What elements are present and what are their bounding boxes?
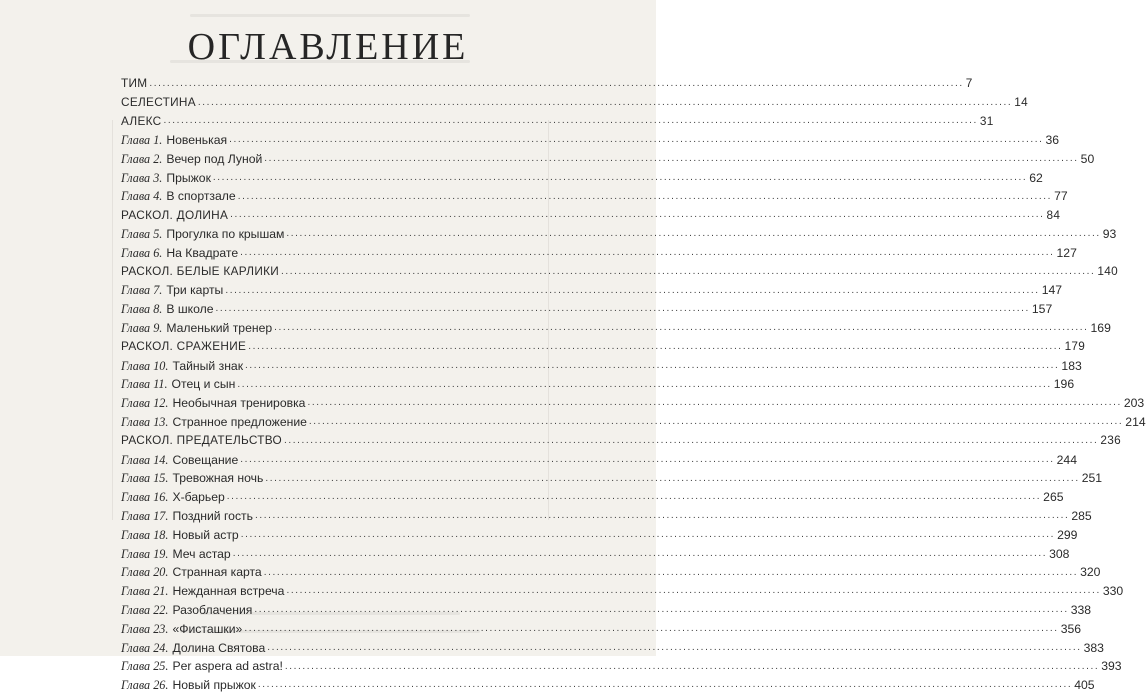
dot-leader <box>227 492 1041 502</box>
dot-leader <box>233 549 1047 559</box>
toc-chapter-row <box>121 635 1104 655</box>
dot-leader <box>264 568 1078 578</box>
page-number: 285 <box>1071 508 1092 523</box>
chapter-number: Глава 20. <box>121 565 169 580</box>
dot-leader <box>284 436 1098 446</box>
entry-title: Нежданная встреча <box>172 584 285 599</box>
chapter-number: Глава 13. <box>121 414 169 429</box>
toc-chapter-row <box>121 315 1111 335</box>
chapter-number: Глава 22. <box>121 602 169 617</box>
entry-title: Тайный знак <box>172 358 244 373</box>
entry-title: Новенькая <box>166 132 228 147</box>
entry-title: РАСКОЛ. БЕЛЫЕ КАРЛИКИ <box>121 263 280 278</box>
chapter-number: Глава 4. <box>121 189 163 204</box>
entry-title: «Фисташки» <box>172 621 243 636</box>
show-through-line <box>190 14 470 17</box>
page-number: 50 <box>1080 151 1095 166</box>
chapter-number: Глава 19. <box>121 546 169 561</box>
page-number: 383 <box>1083 640 1104 655</box>
toc-chapter-row <box>121 447 1077 467</box>
toc-chapter-row <box>121 597 1092 617</box>
chapter-number: Глава 21. <box>121 584 169 599</box>
entry-title: Долина Святова <box>172 640 266 655</box>
toc-chapter-row <box>121 127 1060 147</box>
entry-title: Новый прыжок <box>172 678 256 692</box>
chapter-number: Глава 23. <box>121 621 169 636</box>
entry-title: Новый астр <box>172 527 239 542</box>
page-number: 14 <box>1014 94 1029 109</box>
toc-chapter-row <box>121 297 1053 317</box>
toc-chapter-row <box>121 579 1124 599</box>
entry-title: Меч астар <box>172 546 231 561</box>
dot-leader <box>267 643 1081 653</box>
page-number: 299 <box>1057 527 1078 542</box>
toc-chapter-row <box>121 184 1068 204</box>
page-number: 356 <box>1060 621 1082 636</box>
chapter-number: Глава 25. <box>121 659 169 674</box>
page-number: 251 <box>1081 471 1103 486</box>
dot-leader <box>240 248 1054 258</box>
page-number: 77 <box>1054 189 1068 204</box>
dot-leader <box>244 624 1058 634</box>
page-number: 183 <box>1061 358 1082 373</box>
dot-leader <box>240 455 1054 465</box>
toc-part-row <box>121 203 1061 222</box>
page-number: 196 <box>1053 377 1075 392</box>
entry-title: Вечер под Луной <box>166 151 263 166</box>
toc-part-row <box>121 259 1119 278</box>
entry-title: Разоблачения <box>172 602 253 617</box>
page-number: 265 <box>1043 490 1064 505</box>
table-of-contents <box>121 71 1146 692</box>
toc-chapter-row <box>121 560 1101 580</box>
page-number: 7 <box>965 76 973 90</box>
toc-chapter-row <box>121 485 1064 505</box>
entry-title: РАСКОЛ. ДОЛИНА <box>121 207 229 222</box>
toc-chapter-row <box>121 240 1077 260</box>
toc-chapter-row <box>121 654 1122 674</box>
dot-leader <box>216 304 1030 314</box>
page-number: 127 <box>1056 245 1077 260</box>
chapter-number: Глава 9. <box>121 320 163 335</box>
toc-chapter-row <box>121 503 1092 523</box>
entry-title: Маленький тренер <box>166 320 273 335</box>
dot-leader <box>258 680 1072 690</box>
page-number: 93 <box>1102 226 1117 241</box>
entry-title: Прогулка по крышам <box>166 226 285 241</box>
chapter-number: Глава 12. <box>121 396 169 411</box>
entry-title: Странная карта <box>172 565 262 580</box>
show-through-frame <box>112 120 113 520</box>
entry-title: Тревожная ночь <box>172 471 264 486</box>
toc-chapter-row <box>121 522 1078 542</box>
toc-chapter-row <box>121 372 1075 392</box>
page-number: 393 <box>1101 659 1122 674</box>
chapter-number: Глава 1. <box>121 132 163 147</box>
page-number: 36 <box>1045 132 1060 147</box>
chapter-number: Глава 3. <box>121 170 163 185</box>
dot-leader <box>245 361 1059 371</box>
page-number: 31 <box>979 113 994 128</box>
entry-title: Отец и сын <box>171 377 236 392</box>
toc-chapter-row <box>121 391 1145 411</box>
chapter-number: Глава 15. <box>121 471 169 486</box>
entry-title: АЛЕКС <box>121 113 162 128</box>
toc-chapter-row <box>121 466 1103 486</box>
chapter-number: Глава 18. <box>121 527 169 542</box>
toc-chapter-row <box>121 146 1095 166</box>
dot-leader <box>149 79 963 89</box>
entry-title: РАСКОЛ. СРАЖЕНИЕ <box>121 339 247 354</box>
page-number: 179 <box>1064 339 1086 354</box>
chapter-number: Глава 2. <box>121 151 163 166</box>
entry-title: ТИМ <box>121 76 148 90</box>
chapter-number: Глава 26. <box>121 678 169 692</box>
dot-leader <box>307 398 1121 408</box>
page-number: 244 <box>1056 452 1077 467</box>
page-number: 338 <box>1070 602 1092 617</box>
chapter-number: Глава 24. <box>121 640 169 655</box>
chapter-number: Глава 16. <box>121 490 169 505</box>
entry-title: Х-барьер <box>172 490 225 505</box>
dot-leader <box>230 210 1044 220</box>
toc-chapter-row <box>121 353 1082 373</box>
toc-chapter-row <box>121 616 1082 636</box>
dot-leader <box>213 173 1027 183</box>
entry-title: На Квадрате <box>166 245 239 260</box>
dot-leader <box>237 380 1051 390</box>
toc-chapter-row <box>121 409 1146 429</box>
chapter-number: Глава 14. <box>121 452 169 467</box>
toc-chapter-row <box>121 673 1095 692</box>
chapter-number: Глава 8. <box>121 302 163 317</box>
dot-leader <box>229 135 1043 145</box>
dot-leader <box>248 342 1062 352</box>
dot-leader <box>254 605 1068 615</box>
entry-title: СЕЛЕСТИНА <box>121 94 196 109</box>
dot-leader <box>238 192 1052 202</box>
dot-leader <box>265 474 1079 484</box>
page-number: 84 <box>1046 207 1061 222</box>
toc-chapter-row <box>121 541 1070 561</box>
page-title: ОГЛАВЛЕНИЕ <box>187 26 469 68</box>
toc-part-row <box>121 428 1121 448</box>
toc-part-row <box>121 90 1029 109</box>
dot-leader <box>255 511 1069 521</box>
dot-leader <box>286 586 1100 596</box>
page-number: 140 <box>1097 263 1119 278</box>
page-number: 147 <box>1041 283 1063 298</box>
page-number: 214 <box>1125 414 1146 429</box>
toc-part-row <box>121 71 973 90</box>
toc-part-row <box>121 334 1086 354</box>
dot-leader <box>285 662 1099 672</box>
dot-leader <box>274 323 1088 333</box>
entry-title: Три карты <box>166 283 224 298</box>
entry-title: Странное предложение <box>172 414 307 429</box>
toc-chapter-row <box>121 278 1063 298</box>
toc-chapter-row <box>121 221 1117 241</box>
page-number: 236 <box>1100 433 1121 448</box>
toc-part-row <box>121 109 994 128</box>
chapter-number: Глава 7. <box>121 283 163 298</box>
chapter-number: Глава 17. <box>121 508 169 523</box>
page-number: 405 <box>1074 678 1095 692</box>
entry-title: Прыжок <box>166 170 211 185</box>
toc-chapter-row <box>121 165 1043 185</box>
dot-leader <box>286 229 1100 239</box>
page-number: 62 <box>1029 170 1043 185</box>
dot-leader <box>281 267 1095 277</box>
dot-leader <box>198 98 1012 108</box>
dot-leader <box>264 154 1078 164</box>
entry-title: Совещание <box>172 452 239 467</box>
entry-title: Необычная тренировка <box>172 396 306 411</box>
page-number: 320 <box>1080 565 1101 580</box>
chapter-number: Глава 6. <box>121 245 163 260</box>
dot-leader <box>225 286 1039 296</box>
dot-leader <box>241 530 1055 540</box>
entry-title: В спортзале <box>166 189 236 204</box>
page-number: 169 <box>1090 320 1111 335</box>
page-number: 203 <box>1123 396 1145 411</box>
entry-title: В школе <box>166 302 214 317</box>
page-number: 330 <box>1102 584 1124 599</box>
entry-title: Per aspera ad astra! <box>172 659 283 674</box>
chapter-number: Глава 11. <box>121 377 168 392</box>
dot-leader <box>164 116 978 126</box>
page-number: 308 <box>1049 546 1070 561</box>
page-number: 157 <box>1031 302 1053 317</box>
dot-leader <box>309 417 1123 427</box>
entry-title: РАСКОЛ. ПРЕДАТЕЛЬСТВО <box>121 433 283 448</box>
chapter-number: Глава 5. <box>121 226 163 241</box>
entry-title: Поздний гость <box>172 508 253 523</box>
chapter-number: Глава 10. <box>121 358 169 373</box>
